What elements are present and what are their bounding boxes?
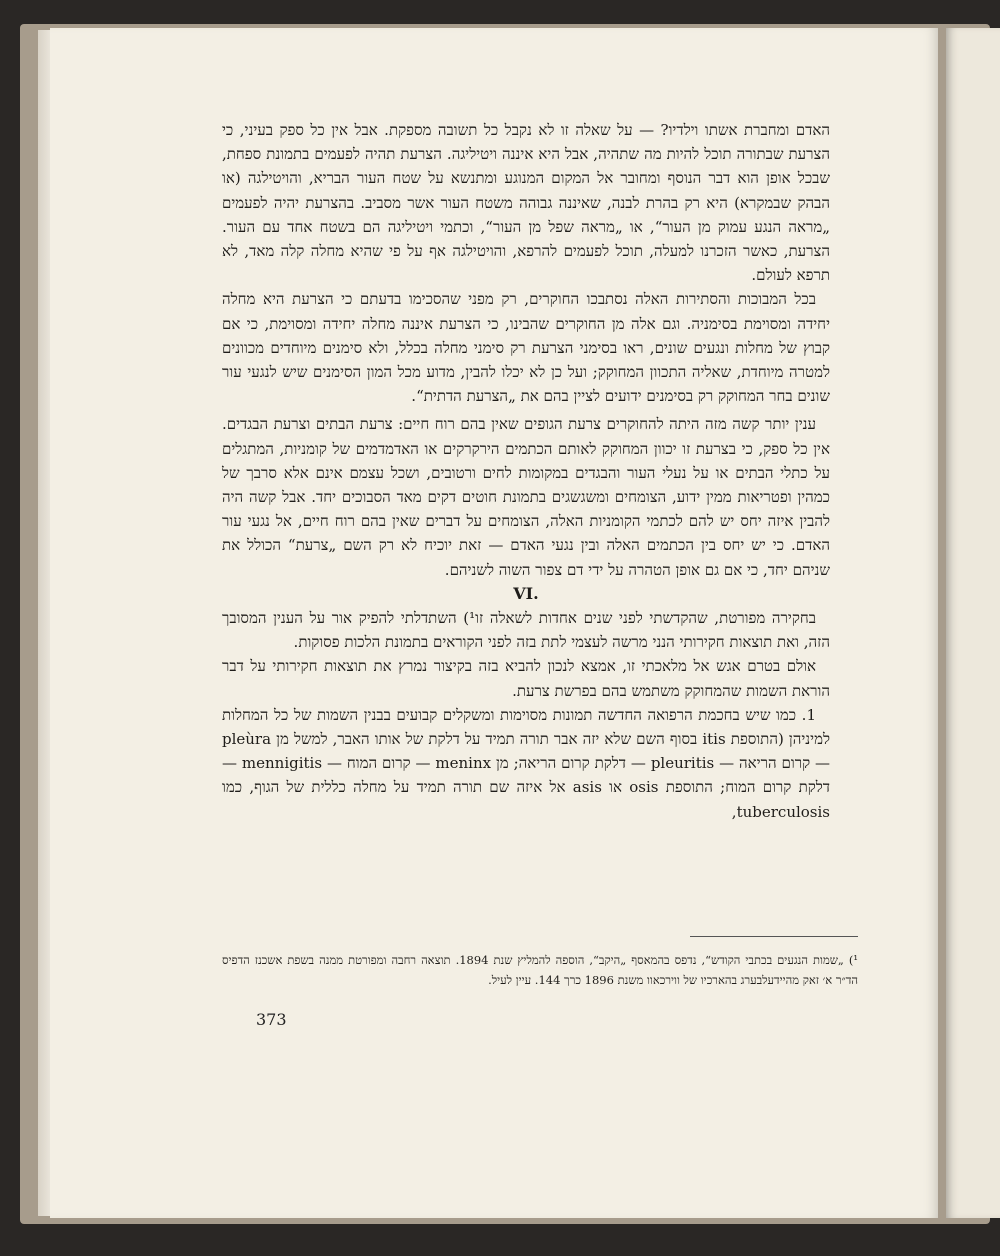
footnotes (222, 950, 858, 990)
section-heading: VI. (513, 583, 539, 603)
page-number: 373 (256, 1010, 287, 1029)
paragraph-5: אולם בטרם אגש אל מלאכתי זו, אמצא לנכון להביא בזה בקיצור נמרץ את תוצאות חקירותי על דבר הוראת השמות שהמחוקק משתמש בהם בפרשת צרעת. (222, 657, 830, 700)
paragraph-2: בכל המבוכות והסתירות האלה נסתבכו החוקרים, רק מפני שהסכימו בדעתם כי הצרעת היא מחלה יחידה ומסוימת בסימניה. וגם אלה מן החוקרים שהבינו, כי הצרעת איננה מחלה יחידה ומסוימת, כי אם קבוץ של מחלות ונגעים שונים, ראו בסימני הצרעת רק סימני מחלה בכלל, ולא סימנים מיוחדים מכוונים למטרה מיוחדת, שאליה התכוון המחוקק; ועל כן לא יכלו להבין, מדוע מכל המון הסימנים שיש לנגעי עור שונים בחר המחוקק רק בסימנים ידועים לציין בהם את „הצרעת הדתית“. (222, 290, 830, 406)
paragraph-1: האדם ומחברת אשתו וילדיו? — על שאלה זו לא נקבל כל תשובה מספקת. אבל אין כל ספק בעיני, כי הצרעת שבתורה תוכל להיות מה שתהיה, אבל היא איננה ויטיליגה. הצרעת תהיה לפעמים בתמונת ספחת, שבכל אופן הוא דבר הנוסף ומחובר אל המקום המנוגע ומתנשא על שטח העור הבריא, והויטילגה (או הבהק שבמקרא) היא רק בהרת לבנה, שאיננה גבוהה משטח העור אשר מסביב. בהצרעת יהיה לפעמים „מראה הנגע עמוק מן העור“, או „מראה שפל מן העור“, וכתמי ויטיליגה הם בשטח אחד עם העור. הצרעת, כאשר הזכרנו למעלה, תוכל לפעמים להרפא, והויטילגה אף על פי שהיא מחלה קלה מאד, לא תרפא לעולם. (222, 121, 830, 285)
facing-page-edge (946, 28, 1000, 1218)
paragraph-4: בחקירה מפורטת, שהקדשתי לפני שנים אחדות לשאלה זו¹) השתדלתי להפיק אור על הענין המסובך הזה, ואת תוצאות חקירותי הנני מרשה לעצמי לתת בזה לפני הקוראים בתמונת הלכות פסוקות. (222, 609, 830, 652)
footnote-divider (690, 936, 858, 937)
footnote-1: ¹) „שמות הנגעים בכתבי הקודש“, נדפס בהמאסף „היקב“, הוספה להמליץ שנת 1894. תוצאה רחבה ומפורטת ממנה בשפת אשכנז הדפיס הד״ר א׳ זאק מהיידעלבערג בהארכיו של ווירכאוו משנת 1896 כרך 144. עיין לעיל. (222, 953, 858, 987)
paragraph-3: ענין יותר קשה מזה היתה להחוקרים צרעת הגופים שאין בהם רוח חיים: צרעת הבתים וצרעת הבגדים. אין כל ספק, כי בצרעת זו יכוון המחוקק לאותם הכתמים הירקרקים או האדמדמים של קומניות, המתגלים על כתלי הבתים או על נעלי העור והבגדים במקומות לחים ורטובים, ושכל עצמם אינם אלא סרבך של כמהין ופטריאות ממין ידוע, הצומחים ומשגשגים בתמונת חוטים דקים מאד הסבוכים יחד. אבל קשה היה להבין איזה יחס יש להם לכתמי הקומניות האלה, הצומחים על דברים שאין בהם רוח חיים, אל נגעי עור האדם. כי יש יחס בין הכתמים האלה ובין נגעי האדם — זאת יוכיח לא רק השם „צרעת“ הכולל את שניהם יחד, כי אם גם אופן הטהרה על ידי דם צפור השוה לשניהם. (222, 415, 830, 579)
main-text (222, 118, 830, 824)
paragraph-6: 1. כמו שיש בחכמת הרפואה החדשה תמונות מסוימות ומשקלים קבועים בבנין השמות של כל המחלות למיניהן (התוספת itis בסוף השם שלא יזה אבר תורה תמיד על דלקת של אותו האבר, למשל מן pleùra — קרום הריאה — pleuritis — דלקת קרום הריאה; מן meninx — קרום המוח — mennigitis — דלקת קרום המוח; התוספת osis או asis אל איזה שם תורה תמיד על מחלה כללית של הגוף, כמו tuberculosis, (222, 705, 830, 821)
